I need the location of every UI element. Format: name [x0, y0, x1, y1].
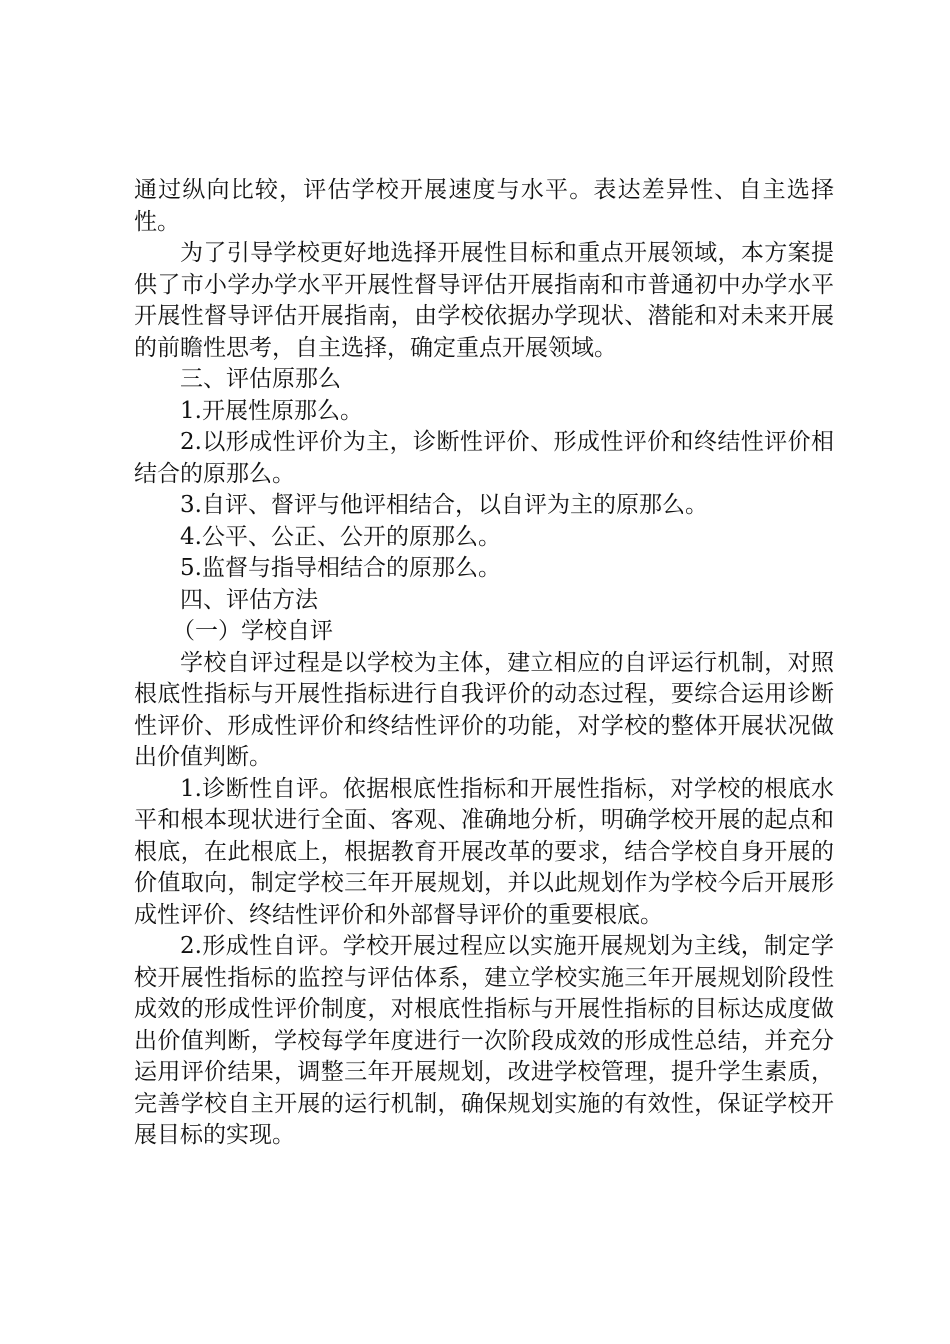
- subsection-heading-self-evaluation: （一）学校自评: [172, 618, 333, 644]
- principle-item-3: 3.自评、督评与他评相结合，以自评为主的原那么。: [180, 492, 708, 518]
- paragraph-diagnostic-evaluation: 1.诊断性自评。依据根底性指标和开展性指标，对学校的根底水平和根本现状进行全面、客观、准确地分析，明确学校开展的起点和根底，在此根底上，根据教育开展改革的要求，结合学校自身开展的价值取向，制定学校三年开展规划，并以此规划作为学校今后开展形成性评价、终结性评价和外部督导评价的重要根底。: [134, 775, 834, 928]
- document-body: [134, 175, 834, 1152]
- principle-item-2: 2.以形成性评价为主，诊断性评价、形成性评价和终结性评价相结合的原那么。: [134, 429, 834, 487]
- principle-item-1: 1.开展性原那么。: [180, 397, 363, 424]
- paragraph-self-evaluation: 学校自评过程是以学校为主体，建立相应的自评运行机制，对照根底性指标与开展性指标进行自我评价的动态过程，要综合运用诊断性评价、形成性评价和终结性评价的功能，对学校的整体开展状况做出价值判断。: [134, 649, 834, 770]
- principle-item-4: 4.公平、公正、公开的原那么。: [180, 523, 501, 550]
- paragraph-formative-evaluation: 2.形成性自评。学校开展过程应以实施开展规划为主线，制定学校开展性指标的监控与评估体系，建立学校实施三年开展规划阶段性成效的形成性评价制度，对根底性指标与开展性指标的目标达成度做出价值判断，学校每学年度进行一次阶段成效的形成性总结，并充分运用评价结果，调整三年开展规划，改进学校管理，提升学生素质，完善学校自主开展的运行机制，确保规划实施的有效性，保证学校开展目标的实现。: [134, 933, 834, 1148]
- paragraph-continuation: 通过纵向比较，评估学校开展速度与水平。表达差异性、自主选择性。: [134, 177, 834, 235]
- section-heading-principles: 三、评估原那么: [180, 366, 341, 392]
- section-heading-methods: 四、评估方法: [180, 586, 318, 613]
- paragraph-guidance: 为了引导学校更好地选择开展性目标和重点开展领域，本方案提供了市小学办学水平开展性督导评估开展指南和市普通初中办学水平开展性督导评估开展指南，由学校依据办学现状、潜能和对未来开展的前瞻性思考，自主选择，确定重点开展领域。: [134, 240, 834, 361]
- principle-item-5: 5.监督与指导相结合的原那么。: [180, 555, 501, 581]
